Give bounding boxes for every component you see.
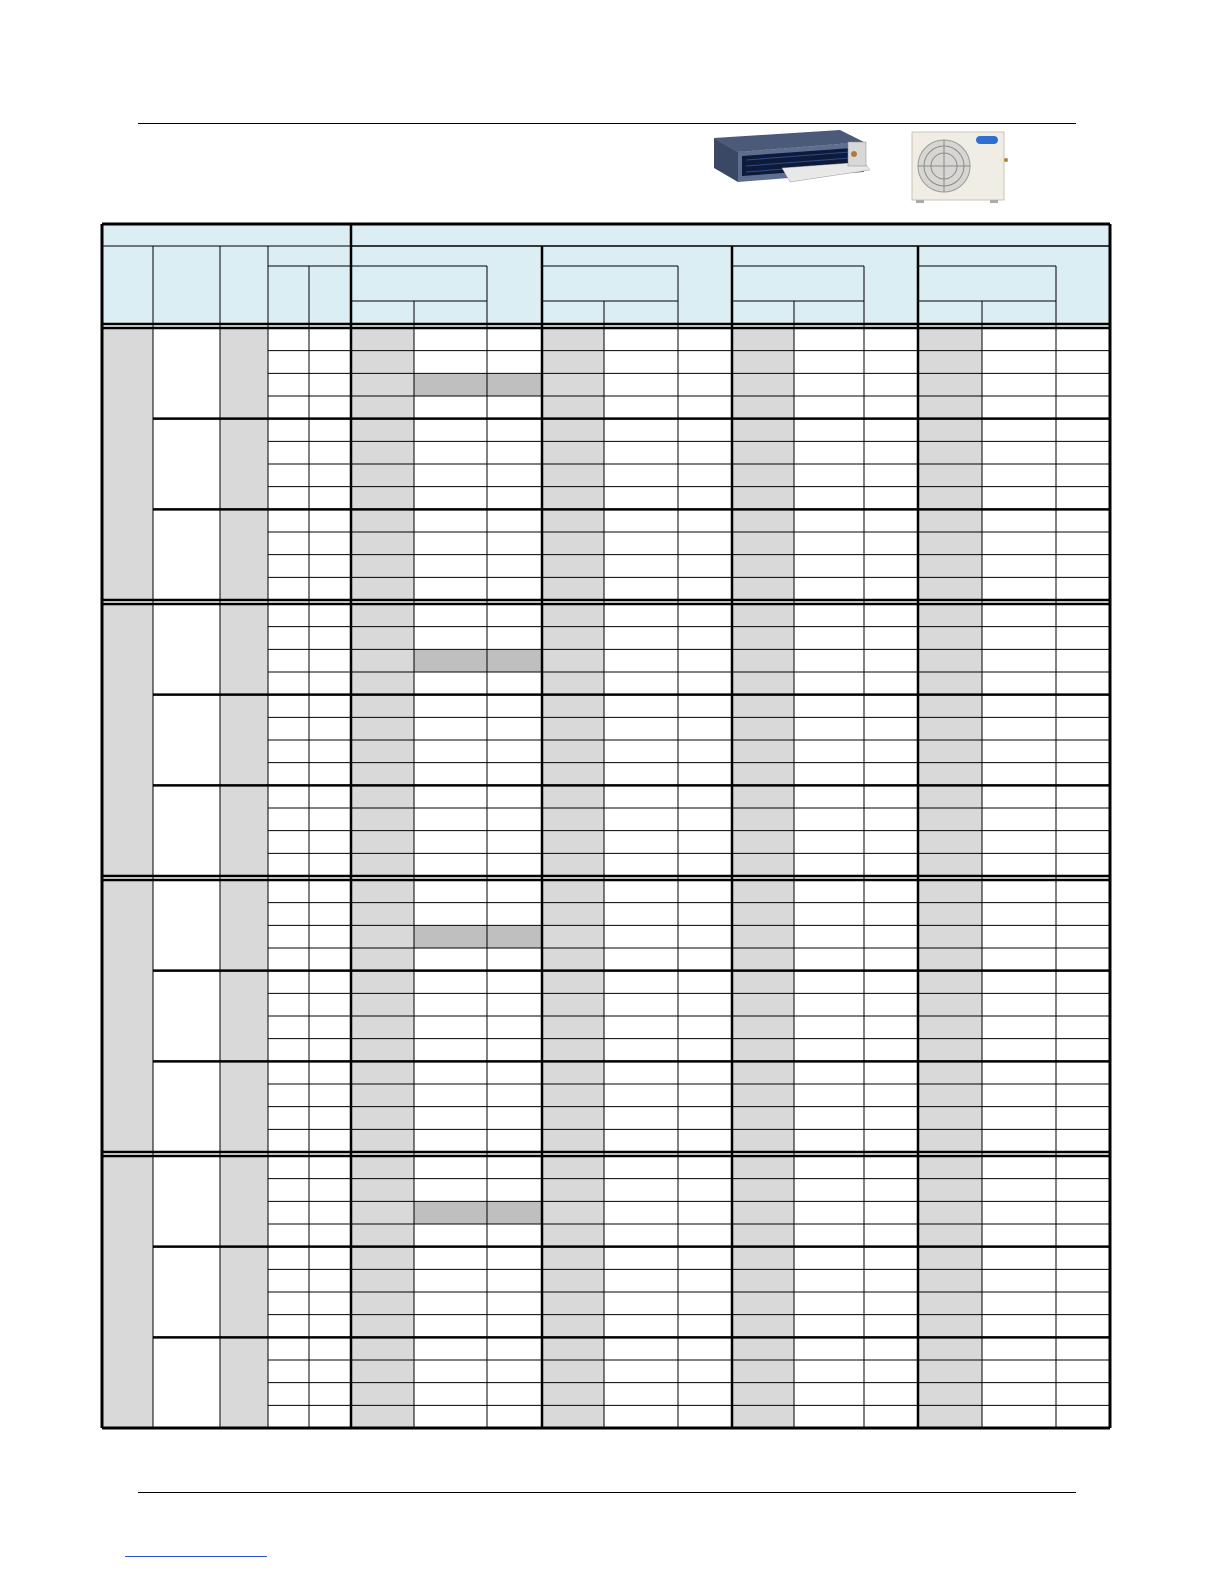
table-header	[102, 224, 1110, 324]
highlight-cell	[414, 650, 542, 672]
group-label-cell	[220, 1156, 268, 1428]
highlight-cell	[414, 926, 542, 948]
highlight-cell	[414, 374, 542, 396]
footer-link-underline[interactable]	[125, 1556, 267, 1557]
group-label-cell	[220, 604, 268, 876]
section-label-cell	[102, 880, 153, 1152]
footer-rule	[138, 1492, 1076, 1493]
group-label-cell	[220, 880, 268, 1152]
section-label-cell	[102, 328, 153, 600]
section-label-cell	[102, 1156, 153, 1428]
section-label-cell	[102, 604, 153, 876]
group-label-cell	[220, 328, 268, 600]
highlight-cell	[414, 1202, 542, 1224]
